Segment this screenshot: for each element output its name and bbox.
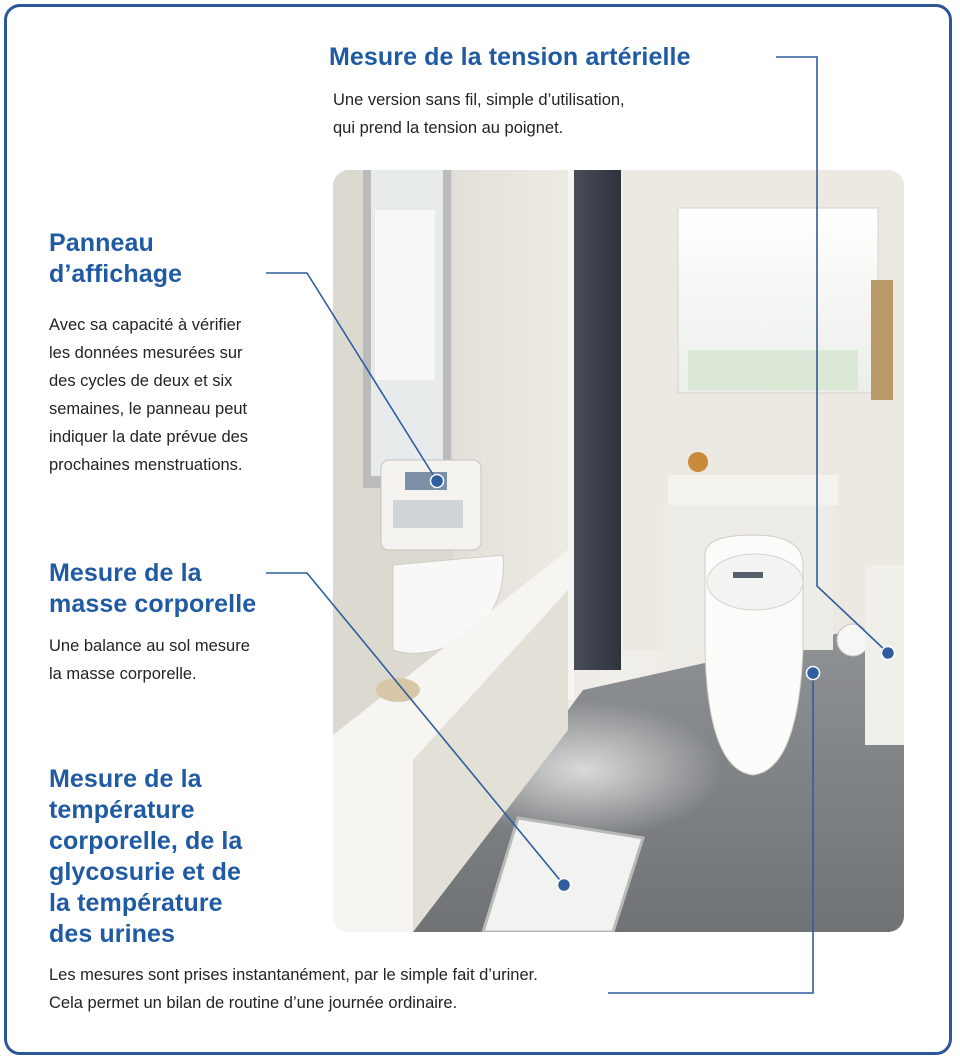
body-mass-description (49, 632, 250, 688)
desc-line: les données mesurées sur (49, 344, 243, 362)
desc-line: semaines, le panneau peut (49, 400, 248, 418)
title-line: masse corporelle (49, 590, 257, 618)
display-panel-title (49, 228, 182, 290)
title-line: glycosurie et de (49, 858, 241, 886)
desc-line: Avec sa capacité à vérifier (49, 316, 242, 334)
desc-line: qui prend la tension au poignet. (333, 119, 564, 137)
desc-line: Les mesures sont prises instantanément, par le simple fait d’uriner. (49, 966, 538, 984)
title-line: Mesure de la (49, 765, 202, 793)
blood-pressure-title: Mesure de la tension artérielle (329, 43, 691, 71)
title-line: corporelle, de la (49, 827, 243, 855)
urine-analysis-title (49, 764, 242, 950)
blood-pressure-description (333, 86, 625, 142)
title-line: la température (49, 889, 223, 917)
title-line: d’affichage (49, 260, 183, 288)
title-line: des urines (49, 920, 176, 948)
display-panel-description (49, 311, 248, 479)
body-mass-title (49, 558, 256, 620)
title-line: Mesure de la (49, 559, 202, 587)
desc-line: Une version sans fil, simple d’utilisation, (333, 91, 625, 109)
title-line: température (49, 796, 195, 824)
desc-line: indiquer la date prévue des (49, 428, 249, 446)
desc-line: Une balance au sol mesure (49, 637, 250, 655)
desc-line: Cela permet un bilan de routine d’une journée ordinaire. (49, 994, 458, 1012)
desc-line: des cycles de deux et six (49, 372, 233, 390)
title-line: Panneau (49, 229, 154, 257)
desc-line: la masse corporelle. (49, 665, 197, 683)
urine-analysis-description (49, 961, 538, 1017)
bathroom-photo (333, 170, 904, 932)
desc-line: prochaines menstruations. (49, 456, 243, 474)
